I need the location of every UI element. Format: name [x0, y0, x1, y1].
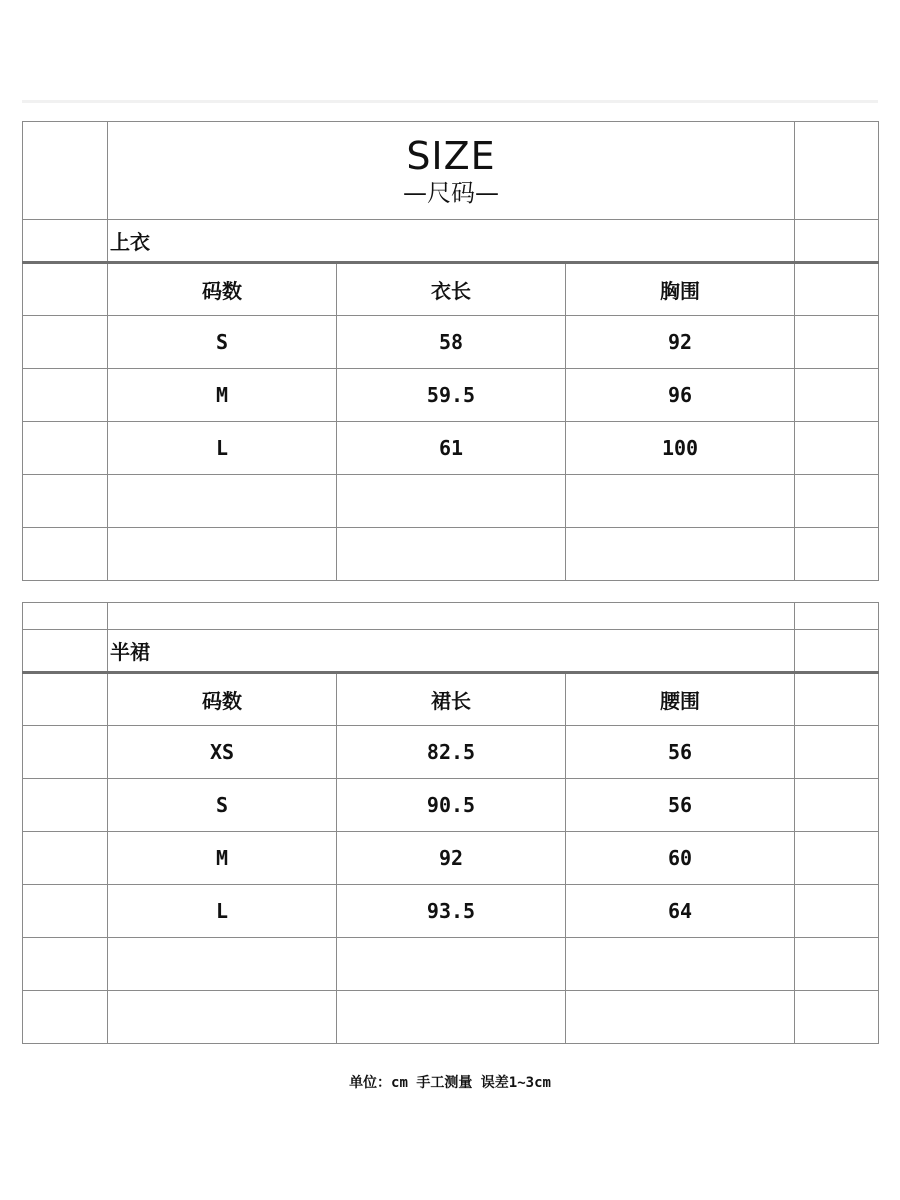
title-row	[23, 122, 879, 220]
waist-cell: 60	[566, 832, 795, 885]
table-header-row	[23, 263, 879, 316]
top-divider	[22, 100, 878, 103]
header-length: 裙长	[337, 673, 566, 726]
title-sub: —尺码—	[403, 178, 499, 207]
size-cell: S	[108, 779, 337, 832]
table-row	[23, 726, 879, 779]
table-row	[23, 316, 879, 369]
table-row	[23, 885, 879, 938]
empty-row	[23, 938, 879, 991]
size-cell: M	[108, 832, 337, 885]
waist-cell: 64	[566, 885, 795, 938]
header-waist: 腰围	[566, 673, 795, 726]
table-row	[23, 422, 879, 475]
length-cell: 58	[337, 316, 566, 369]
header-size: 码数	[108, 673, 337, 726]
table-row	[23, 369, 879, 422]
size-title	[108, 122, 795, 220]
chest-cell: 92	[566, 316, 795, 369]
table-header-row	[23, 673, 879, 726]
skirt-section-row	[23, 630, 879, 673]
skirt-size-table	[22, 602, 879, 1044]
length-cell: 92	[337, 832, 566, 885]
size-cell: XS	[108, 726, 337, 779]
size-cell: L	[108, 422, 337, 475]
table-row	[23, 832, 879, 885]
waist-cell: 56	[566, 726, 795, 779]
size-cell: L	[108, 885, 337, 938]
chest-cell: 100	[566, 422, 795, 475]
empty-row	[23, 991, 879, 1044]
tops-section-row	[23, 220, 879, 263]
length-cell: 82.5	[337, 726, 566, 779]
header-length: 衣长	[337, 263, 566, 316]
spacer-row	[23, 603, 879, 630]
length-cell: 90.5	[337, 779, 566, 832]
length-cell: 59.5	[337, 369, 566, 422]
tops-section-label: 上衣	[108, 220, 795, 263]
skirt-section-label: 半裙	[108, 630, 795, 673]
tops-size-table	[22, 121, 879, 581]
chest-cell: 96	[566, 369, 795, 422]
header-size: 码数	[108, 263, 337, 316]
empty-row	[23, 528, 879, 581]
length-cell: 93.5	[337, 885, 566, 938]
waist-cell: 56	[566, 779, 795, 832]
title-main: SIZE	[406, 133, 496, 178]
empty-row	[23, 475, 879, 528]
header-chest: 胸围	[566, 263, 795, 316]
measurement-footnote: 单位：cm 手工测量 误差1~3cm	[349, 1075, 551, 1091]
size-cell: M	[108, 369, 337, 422]
length-cell: 61	[337, 422, 566, 475]
size-cell: S	[108, 316, 337, 369]
table-row	[23, 779, 879, 832]
